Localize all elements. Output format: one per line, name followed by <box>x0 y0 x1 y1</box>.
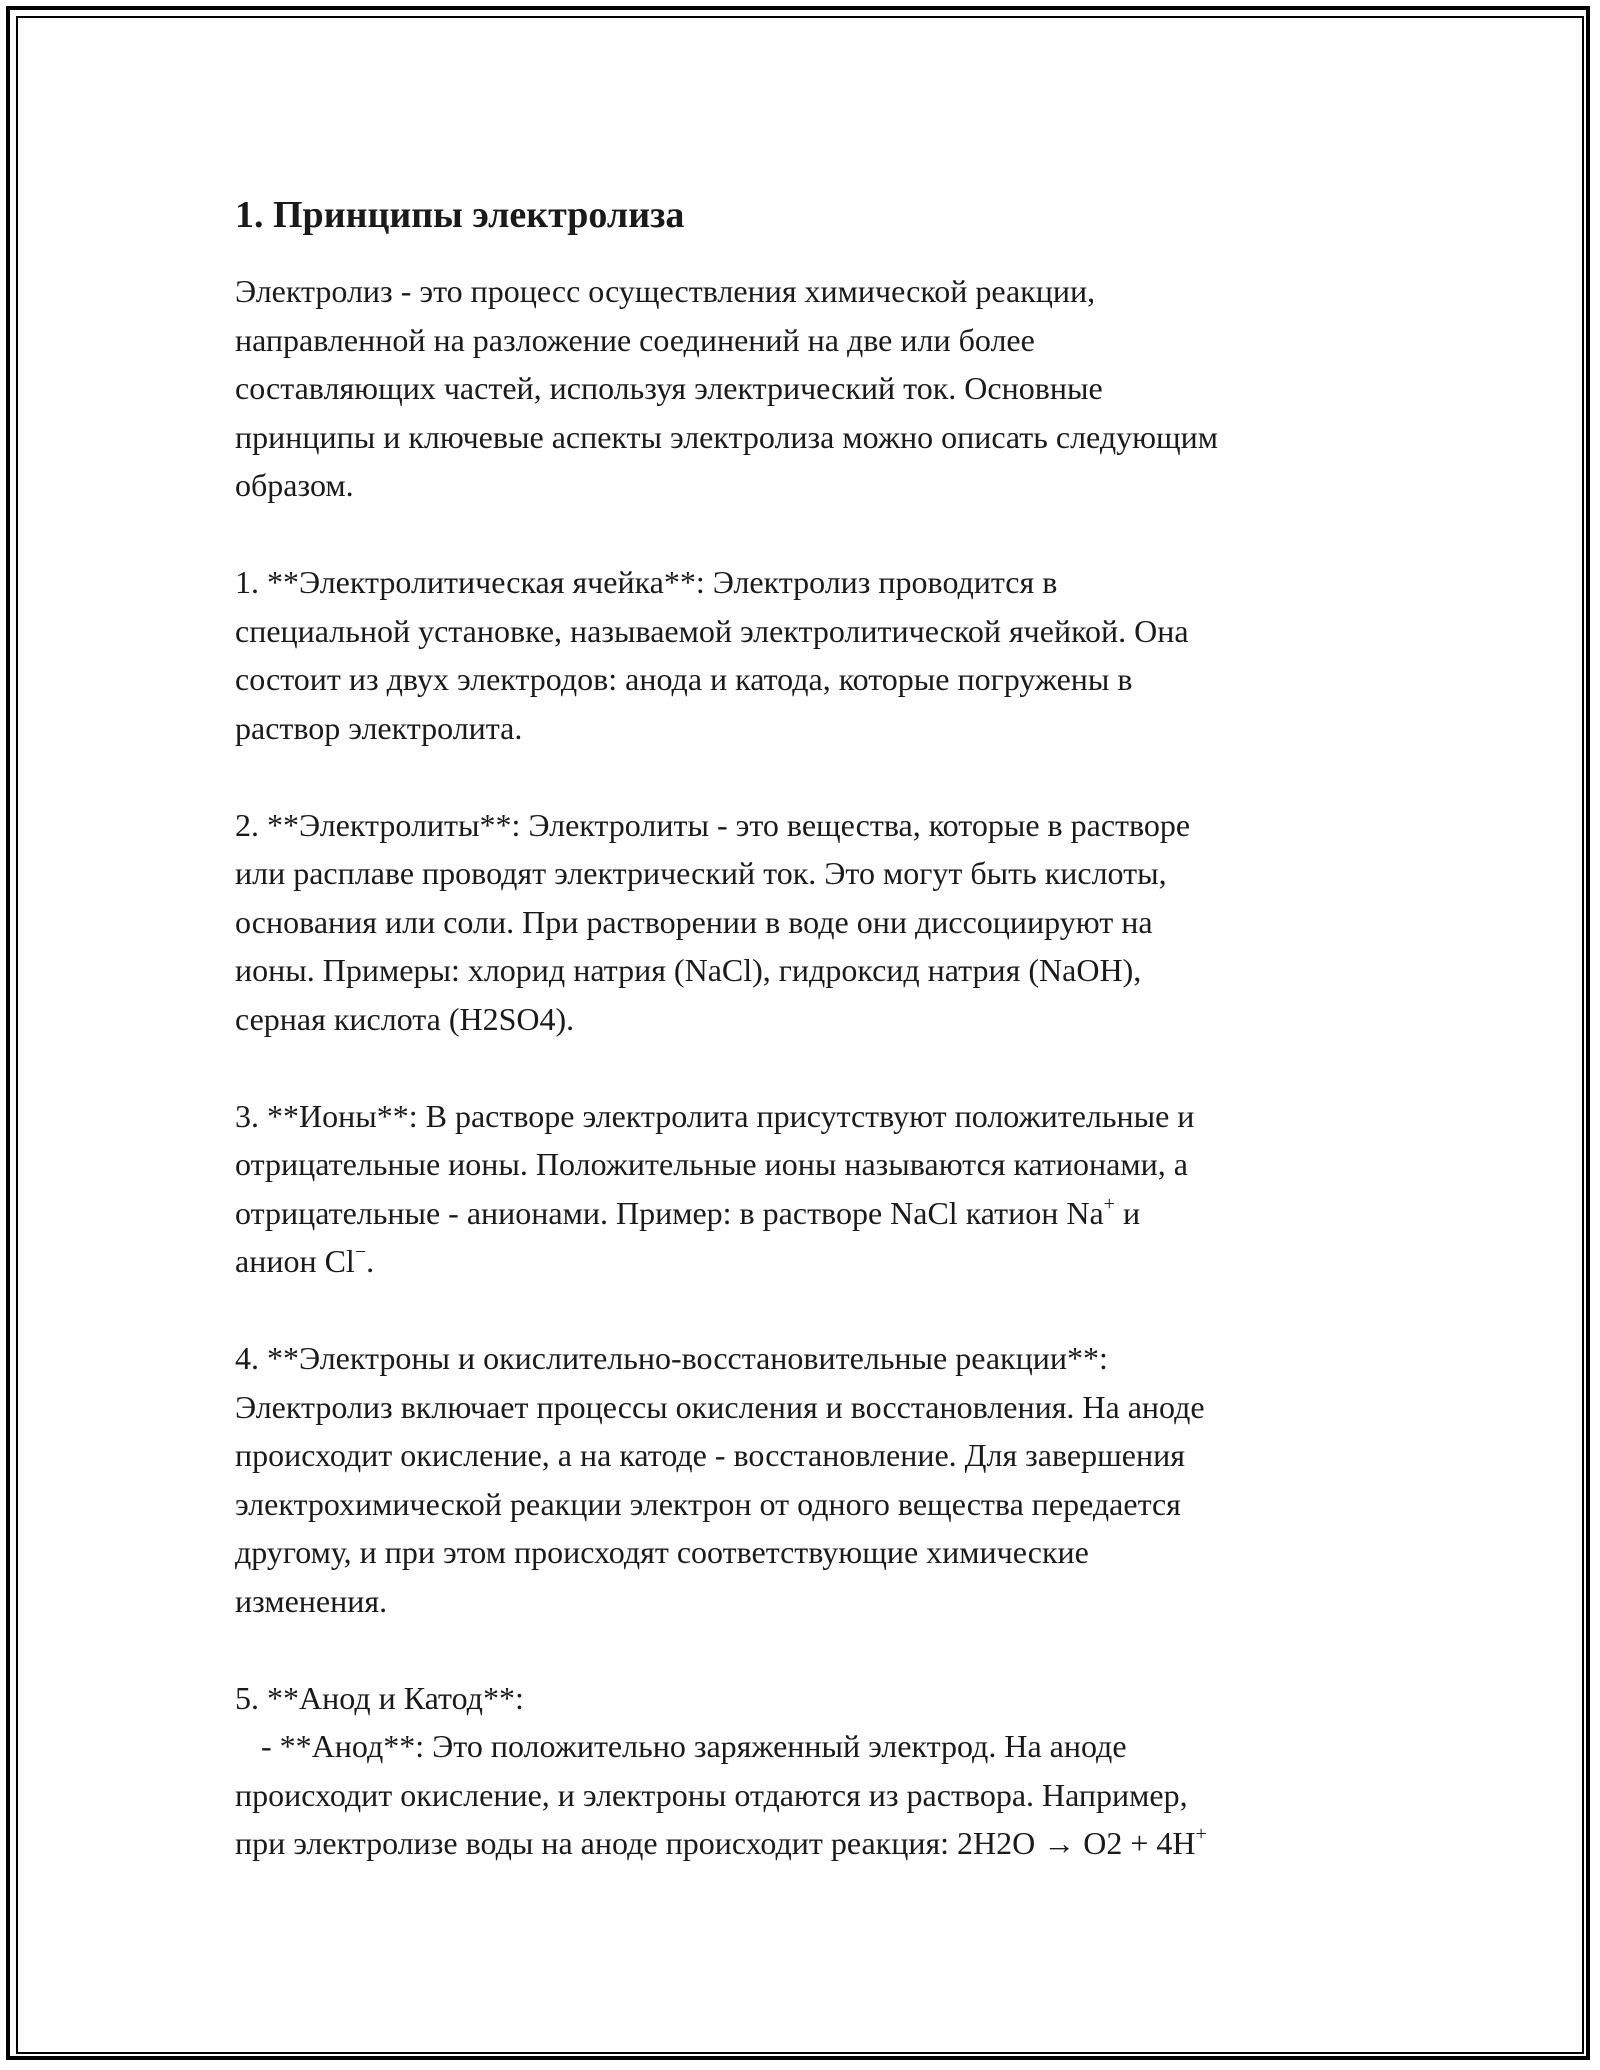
paragraph-gap <box>235 1625 1400 1674</box>
text-line: 4. **Электроны и окислительно-восстановительные реакции**: <box>235 1340 1108 1376</box>
text-span: при электролизе воды на аноде происходит реакция: 2H2O → O2 + 4H <box>235 1825 1196 1861</box>
text-span: отрицательные - анионами. Пример: в растворе NaCl катион Na <box>235 1194 1104 1231</box>
section-heading: 1. Принципы электролиза <box>235 194 685 236</box>
text-line: специальной установке, называемой электролитической ячейкой. Она <box>235 612 1189 649</box>
text-line: образом. <box>235 467 354 503</box>
text-line: 5. **Анод и Катод**: <box>235 1679 524 1716</box>
text-line: принципы и ключевые аспекты электролиза можно описать следующим <box>235 418 1219 455</box>
list-item-anode-cathode <box>235 1674 1400 1868</box>
text-line <box>235 1819 1400 1868</box>
text-line: или расплаве проводят электрический ток. Это могут быть кислоты, <box>235 855 1167 891</box>
text-span: . <box>366 1243 375 1279</box>
intro-paragraph <box>235 267 1400 510</box>
text-line: ионы. Примеры: хлорид натрия (NaCl), гидроксид натрия (NaOH), <box>235 952 1142 988</box>
list-item-electrolytes <box>235 801 1400 1044</box>
text-line: серная кислота (H2SO4). <box>235 1000 575 1037</box>
text-line: Электролиз включает процессы окисления и восстановления. На аноде <box>235 1388 1205 1425</box>
document-body <box>235 187 1400 1868</box>
text-line: отрицательные ионы. Положительные ионы называются катионами, а <box>235 1146 1188 1182</box>
paragraph-gap <box>235 752 1400 801</box>
text-line: 3. **Ионы**: В растворе электролита присутствуют положительные и <box>235 1097 1195 1134</box>
text-line: 1. **Электролитическая ячейка**: Электролиз проводится в <box>235 564 1058 600</box>
paragraph-gap <box>235 1043 1400 1092</box>
paragraph-gap <box>235 1286 1400 1335</box>
list-item-electrons-redox <box>235 1334 1400 1625</box>
text-line: Электролиз - это процесс осуществления химической реакции, <box>235 273 1096 309</box>
text-line: электрохимической реакции электрон от одного вещества передается <box>235 1485 1181 1522</box>
text-line: происходит окисление, и электроны отдаются из раствора. Например, <box>235 1776 1188 1813</box>
text-line: основания или соли. При растворении в воде они диссоциируют на <box>235 903 1153 940</box>
text-line: другому, и при этом происходят соответствующие химические <box>235 1534 1089 1570</box>
list-item-ions <box>235 1092 1400 1286</box>
superscript-charge: + <box>1103 1192 1115 1215</box>
text-line: изменения. <box>235 1582 388 1619</box>
text-line <box>235 1237 1400 1286</box>
superscript-charge: − <box>354 1241 367 1263</box>
superscript-charge: + <box>1195 1823 1207 1845</box>
list-item-electrolytic-cell <box>235 558 1400 752</box>
text-line: состоит из двух электродов: анода и катода, которые погружены в <box>235 661 1133 697</box>
text-line: - **Анод**: Это положительно заряженный электрод. На аноде <box>261 1728 1127 1764</box>
text-span: и <box>1114 1194 1141 1231</box>
text-line <box>235 1189 1400 1238</box>
text-line: 2. **Электролиты**: Электролиты - это вещества, которые в растворе <box>235 806 1191 843</box>
text-span: анион Cl <box>235 1243 355 1279</box>
text-line: раствор электролита. <box>235 709 523 746</box>
text-line: составляющих частей, используя электрический ток. Основные <box>235 370 1103 406</box>
paragraph-gap <box>235 510 1400 559</box>
text-line: происходит окисление, а на катоде - восстановление. Для завершения <box>235 1437 1185 1473</box>
text-line: направленной на разложение соединений на две или более <box>235 321 1035 358</box>
